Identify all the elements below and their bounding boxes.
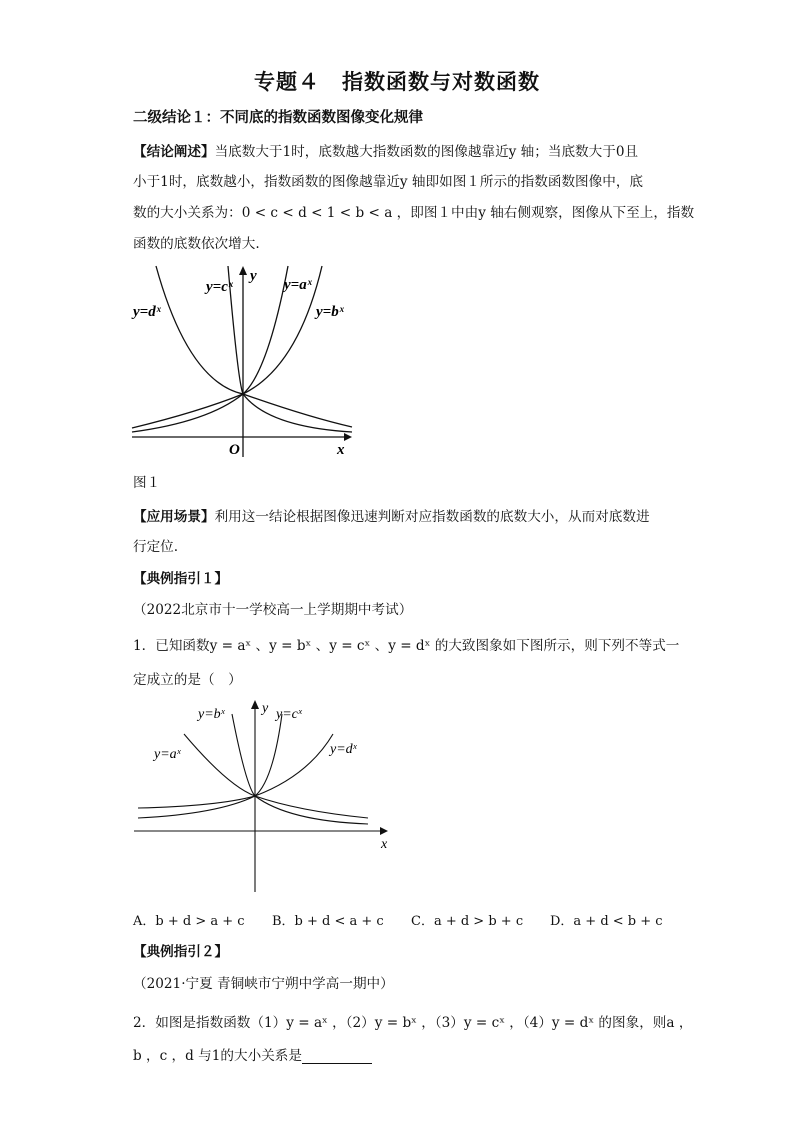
option-b[interactable]: B．b + d < a + c — [272, 914, 384, 929]
label-b: y=bˣ — [316, 304, 344, 320]
label-a: y=aˣ — [154, 747, 181, 762]
question-2-text-2: b ，c ，d 与1的大小关系是 — [133, 1048, 302, 1064]
option-c[interactable]: C．a + d > b + c — [411, 914, 524, 929]
conclusion-text-1: 当底数大于1时，底数越大指数函数的图像越靠近y 轴；当底数大于0且 — [214, 144, 639, 160]
question-2-line-2 — [133, 1044, 372, 1064]
scenario-line-2: 行定位. — [133, 539, 179, 555]
example-1-graph — [128, 696, 393, 896]
figure-1-graph — [128, 262, 358, 462]
scenario-label: 【应用场景】 — [133, 509, 215, 525]
example-2-source: （2021·宁夏 青铜峡市宁朔中学高一期中） — [133, 976, 394, 992]
label-c: y=cˣ — [206, 279, 233, 295]
y-axis-arrow — [251, 700, 259, 709]
conclusion-line-2: 小于1时，底数越小，指数函数的图像越靠近y 轴即如图１所示的指数函数图像中，底 — [133, 174, 644, 190]
label-c: y=cˣ — [276, 707, 302, 722]
example-1-source: （2022北京市十一学校高一上学期期中考试） — [133, 602, 413, 618]
curve-c — [138, 714, 282, 818]
label-y-axis: y — [262, 701, 269, 716]
conclusion-label: 【结论阐述】 — [133, 144, 215, 160]
answer-blank[interactable] — [302, 1049, 372, 1064]
scenario-text-1: 利用这一结论根据图像迅速判断对应指数函数的底数大小，从而对底数进 — [214, 509, 650, 525]
x-axis-arrow — [344, 433, 352, 441]
page-title: 专题４ 指数函数与对数函数 — [254, 70, 540, 94]
label-origin: O — [229, 442, 240, 458]
question-1-line-1: 1．已知函数y = aˣ 、y = bˣ 、y = cˣ 、y = dˣ 的大致图象如下图所示，则下列不等式一 — [133, 638, 680, 654]
question-2-line-1: 2．如图是指数函数（1）y = aˣ ，（2）y = bˣ ，（3）y = cˣ ，（4）y = dˣ 的图象，则a ， — [133, 1015, 693, 1031]
label-d: y=dˣ — [330, 742, 357, 757]
option-d[interactable]: D．a + d < b + c — [550, 914, 663, 929]
y-axis-arrow — [239, 266, 247, 275]
label-x-axis: x — [337, 442, 345, 458]
label-a: y=aˣ — [284, 277, 312, 293]
conclusion-line-3: 数的大小关系为：0 < c < d < 1 < b < a ，即图１中由y 轴右侧观察，图像从下至上，指数 — [133, 205, 695, 221]
label-d: y=dˣ — [133, 304, 161, 320]
label-b: y=bˣ — [198, 707, 225, 722]
curve-d — [156, 266, 352, 427]
section-subtitle: 二级结论１：不同底的指数函数图像变化规律 — [133, 110, 423, 126]
example-1-heading: 【典例指引１】 — [133, 571, 229, 587]
label-x-axis: x — [381, 837, 388, 852]
option-a[interactable]: A．b + d > a + c — [133, 914, 245, 929]
scenario-line-1 — [133, 505, 650, 525]
question-1-line-2: 定成立的是（ ） — [133, 672, 242, 688]
conclusion-line-4: 函数的底数依次增大. — [133, 236, 260, 252]
example-2-heading: 【典例指引２】 — [133, 944, 229, 960]
conclusion-line-1 — [133, 140, 638, 160]
curve-d — [138, 734, 333, 808]
label-y-axis: y — [250, 268, 257, 284]
figure-1-caption: 图１ — [133, 475, 161, 491]
x-axis-arrow — [380, 827, 388, 835]
